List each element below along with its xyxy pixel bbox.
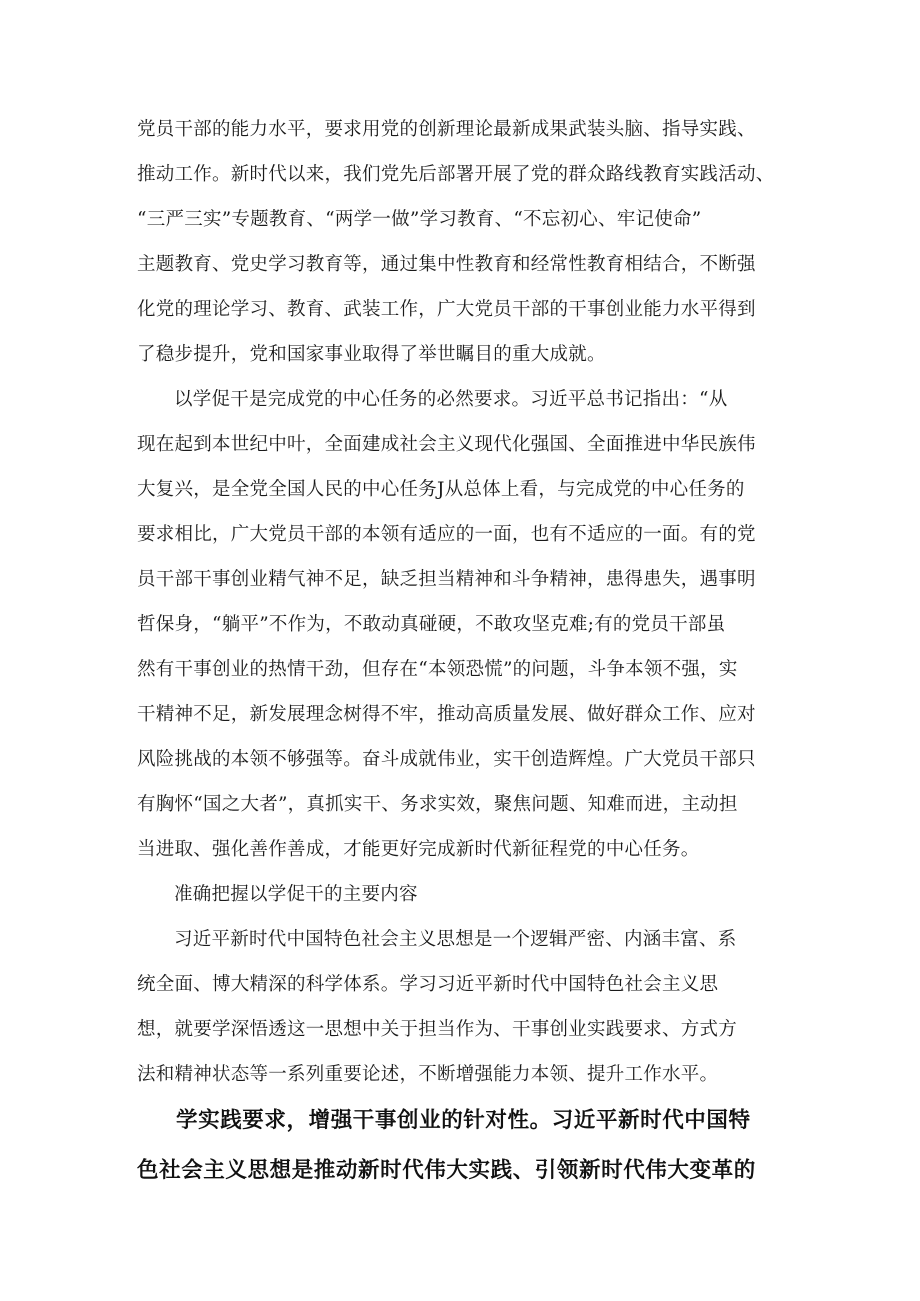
- paragraph-2-line-2: 现在起到本世纪中叶，全面建成社会主义现代化强国、全面推进中华民族伟: [137, 434, 756, 455]
- paragraph-2-line-1: 以学促干是完成党的中心任务的必然要求。习近平总书记指出：“从: [174, 389, 728, 410]
- paragraph-2-line-6: 哲保身，“躺平”不作为，不敢动真碰硬，不敢攻坚克难;有的党员干部虽: [137, 614, 726, 635]
- paragraph-2-line-4: 要求相比，广大党员干部的本领有适应的一面，也有不适应的一面。有的党: [137, 524, 756, 545]
- paragraph-2-line-3: 大复兴，是全党全国人民的中心任务J从总体上看，与完成党的中心任务的: [137, 479, 745, 500]
- paragraph-1-line-3: “三严三实”专题教育、“两学一做”学习教育、“不忘初心、牢记使命”: [137, 209, 702, 230]
- paragraph-2-line-10: 有胸怀“国之大者”，真抓实干、务求实效，聚焦问题、知难而进，主动担: [137, 794, 738, 815]
- paragraph-2-line-5: 员干部干事创业精气神不足，缺乏担当精神和斗争精神，患得患失，遇事明: [137, 569, 756, 590]
- paragraph-2-line-7: 然有干事创业的热情干劲，但存在“本领恐慌”的问题，斗争本领不强，实: [137, 659, 738, 680]
- paragraph-3-line-3: 想，就要学深悟透这一思想中关于担当作为、干事创业实践要求、方式方: [137, 1019, 738, 1040]
- paragraph-1-line-6: 了稳步提升，党和国家事业取得了举世瞩目的重大成就。: [137, 344, 606, 365]
- paragraph-3-line-4: 法和精神状态等一系列重要论述，不断增强能力本领、提升工作水平。: [137, 1064, 719, 1085]
- paragraph-1-line-1: 党员干部的能力水平，要求用党的创新理论最新成果武装头脑、指导实践、: [137, 119, 756, 140]
- section-heading: 准确把握以学促干的主要内容: [174, 884, 418, 905]
- bold-paragraph-line-1: 学实践要求，增强干事创业的针对性。习近平新时代中国特: [176, 1108, 751, 1133]
- paragraph-2-line-9: 风险挑战的本领不够强等。奋斗成就伟业，实干创造辉煌。广大党员干部只: [137, 749, 756, 770]
- paragraph-1-line-4: 主题教育、党史学习教育等，通过集中性教育和经常性教育相结合，不断强: [137, 254, 756, 275]
- paragraph-2-line-8: 干精神不足，新发展理念树得不牢，推动高质量发展、做好群众工作、应对: [137, 704, 756, 725]
- bold-paragraph-line-2: 色社会主义思想是推动新时代伟大实践、引领新时代伟大变革的: [137, 1158, 756, 1183]
- paragraph-2-line-11: 当进取、强化善作善成，才能更好完成新时代新征程党的中心任务。: [137, 839, 700, 860]
- paragraph-3-line-1: 习近平新时代中国特色社会主义思想是一个逻辑严密、内涵丰富、系: [174, 929, 737, 950]
- paragraph-3-line-2: 统全面、博大精深的科学体系。学习习近平新时代中国特色社会主义思: [137, 974, 719, 995]
- paragraph-1-line-2: 推动工作。新时代以来，我们党先后部署开展了党的群众路线教育实践活动、: [137, 164, 775, 185]
- paragraph-1-line-5: 化党的理论学习、教育、武装工作，广大党员干部的干事创业能力水平得到: [137, 299, 756, 320]
